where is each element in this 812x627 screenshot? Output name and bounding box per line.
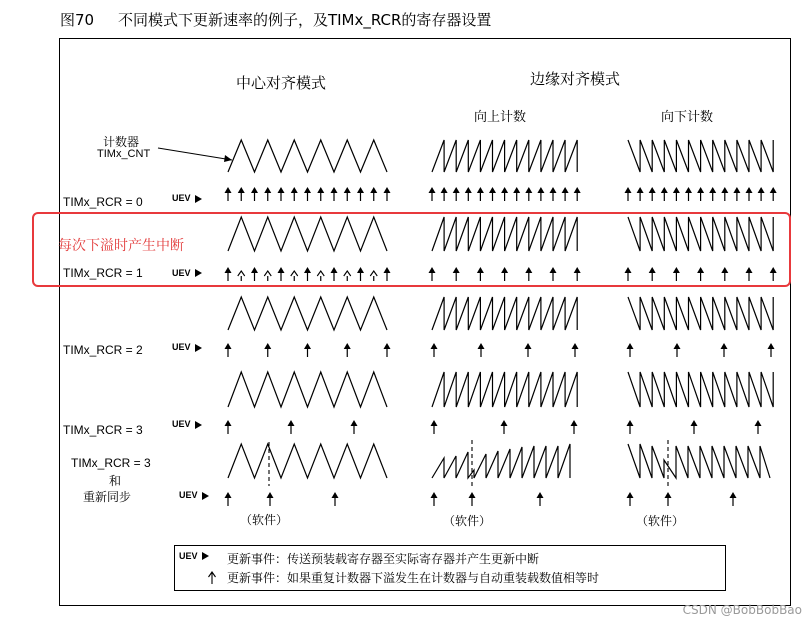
arrow-rcr0-center-9-head	[344, 187, 351, 193]
arrow-rcr0-up-8-head	[525, 187, 532, 193]
uev-tip-0	[195, 195, 202, 203]
up-wave-2	[432, 297, 577, 330]
arrow-rcr0-up-10-head	[550, 187, 557, 193]
arrow-rcr3-center-2-head	[351, 420, 358, 426]
arrow-resync-up-1-head	[469, 492, 476, 498]
arrow-rcr3-up-0-head	[431, 420, 438, 426]
arrow-rcr2-down-2-head	[721, 343, 728, 349]
uev-tag-resync: UEV	[179, 490, 198, 500]
uev-tip-2	[195, 344, 202, 352]
arrow-rcr0-down-4-head	[673, 187, 680, 193]
arrow-rcr3-up-2-head	[571, 420, 578, 426]
figure-number: 图70	[60, 11, 95, 29]
counter-label: 计数器	[103, 135, 140, 149]
header-count-up: 向上计数	[474, 110, 527, 125]
arrow-resync-down-2-head	[730, 492, 737, 498]
arrow-rcr0-center-0-head	[225, 187, 232, 193]
arrow-rcr2-down-3-head	[768, 343, 775, 349]
counter-pointer-head	[224, 155, 232, 162]
center-wave-4	[228, 444, 387, 478]
arrow-rcr0-up-0-head	[429, 187, 436, 193]
up-wave-0	[432, 140, 577, 172]
legend-item-2: 更新事件：如果重复计数器下溢发生在计数器与自动重装载数值相等时	[227, 571, 600, 585]
underflow-interrupt-annotation: 每次下溢时产生中断	[58, 238, 184, 254]
down-wave-2	[628, 297, 773, 330]
down-wave-0	[628, 140, 773, 172]
arrow-rcr3-center-0-head	[225, 420, 232, 426]
arrow-rcr2-up-0-head	[431, 343, 438, 349]
arrow-rcr0-down-2-head	[649, 187, 656, 193]
software-label-down: （软件）	[636, 514, 685, 528]
row-label-rcr1: TIMx_RCR = 1	[63, 266, 143, 280]
arrow-resync-center-1-head	[267, 492, 274, 498]
arrow-resync-down-1-head	[665, 492, 672, 498]
software-label-center: （软件）	[240, 513, 289, 527]
arrow-rcr0-center-6-head	[304, 187, 311, 193]
software-label-up: （软件）	[443, 514, 492, 528]
uev-tip-4	[202, 492, 209, 500]
arrow-rcr0-center-4-head	[278, 187, 285, 193]
arrow-rcr2-center-4-head	[384, 343, 391, 349]
center-wave-3	[228, 372, 387, 407]
legend-uev-tag: UEV	[179, 551, 198, 561]
header-edge-aligned: 边缘对齐模式	[530, 70, 621, 88]
arrow-rcr0-down-12-head	[770, 187, 777, 193]
arrow-rcr2-up-3-head	[572, 343, 579, 349]
center-wave-0	[228, 140, 387, 172]
arrow-rcr0-center-12-head	[384, 187, 391, 193]
header-count-down: 向下计数	[661, 110, 714, 125]
arrow-rcr2-up-2-head	[525, 343, 532, 349]
arrow-rcr0-down-6-head	[697, 187, 704, 193]
arrow-rcr0-up-11-head	[562, 187, 569, 193]
arrow-rcr3-down-0-head	[627, 420, 634, 426]
uev-tip-3	[195, 421, 202, 429]
arrow-rcr0-up-2-head	[453, 187, 460, 193]
arrow-rcr0-center-1-head	[238, 187, 245, 193]
arrow-rcr3-up-1-head	[501, 420, 508, 426]
arrow-rcr0-up-9-head	[537, 187, 544, 193]
arrow-rcr2-center-0-head	[225, 343, 232, 349]
arrow-rcr0-up-7-head	[513, 187, 520, 193]
uev-tag-rcr0: UEV	[172, 193, 191, 203]
row-label-rcr3: TIMx_RCR = 3	[63, 423, 143, 437]
up-wave-3	[432, 372, 577, 407]
arrow-rcr0-up-3-head	[465, 187, 472, 193]
arrow-rcr3-down-1-head	[691, 420, 698, 426]
row-label-rcr2: TIMx_RCR = 2	[63, 343, 143, 357]
arrow-rcr0-center-11-head	[370, 187, 377, 193]
uev-tag-rcr2: UEV	[172, 342, 191, 352]
arrow-rcr0-up-1-head	[441, 187, 448, 193]
arrow-rcr0-center-10-head	[357, 187, 364, 193]
header-center-aligned: 中心对齐模式	[236, 74, 327, 92]
row-label-resync-line2: 和	[109, 474, 122, 488]
arrow-rcr0-down-8-head	[721, 187, 728, 193]
watermark: CSDN @BobBobBao	[682, 603, 802, 617]
arrow-rcr0-center-8-head	[331, 187, 338, 193]
center-wave-2	[228, 297, 387, 330]
arrow-rcr0-center-7-head	[317, 187, 324, 193]
arrow-rcr0-down-9-head	[733, 187, 740, 193]
arrow-rcr0-up-5-head	[489, 187, 496, 193]
arrow-rcr0-up-6-head	[501, 187, 508, 193]
arrow-rcr0-center-5-head	[291, 187, 298, 193]
arrow-rcr0-down-10-head	[746, 187, 753, 193]
legend-item-1: 更新事件：传送预装载寄存器至实际寄存器并产生更新中断	[227, 552, 540, 566]
arrow-rcr0-down-11-head	[758, 187, 765, 193]
arrow-resync-center-2-head	[332, 492, 339, 498]
arrow-resync-center-0-head	[225, 492, 232, 498]
arrow-rcr2-down-0-head	[627, 343, 634, 349]
arrow-rcr2-up-1-head	[478, 343, 485, 349]
arrow-rcr2-center-3-head	[344, 343, 351, 349]
arrow-rcr2-center-2-head	[304, 343, 311, 349]
arrow-rcr0-center-3-head	[264, 187, 271, 193]
arrow-rcr3-center-1-head	[288, 420, 295, 426]
arrow-rcr0-up-4-head	[477, 187, 484, 193]
arrow-rcr2-down-1-head	[674, 343, 681, 349]
arrow-rcr3-down-2-head	[755, 420, 762, 426]
arrow-resync-up-0-head	[431, 492, 438, 498]
figure-caption-text: 不同模式下更新速率的例子，及TIMx_RCR的寄存器设置	[117, 11, 492, 29]
arrow-rcr0-down-5-head	[685, 187, 692, 193]
counter-pointer-line	[158, 148, 232, 160]
uev-tag-rcr1: UEV	[172, 268, 191, 278]
legend-box	[174, 545, 726, 591]
arrow-rcr0-down-7-head	[709, 187, 716, 193]
counter-register-label: TIMx_CNT	[97, 148, 151, 160]
up-wave-resync	[432, 444, 570, 478]
arrow-rcr0-down-0-head	[625, 187, 632, 193]
arrow-resync-up-2-head	[537, 492, 544, 498]
arrow-resync-down-0-head	[627, 492, 634, 498]
row-label-rcr0: TIMx_RCR = 0	[63, 195, 143, 209]
down-wave-resync	[628, 444, 770, 478]
uev-tag-rcr3: UEV	[172, 419, 191, 429]
arrow-rcr0-down-3-head	[661, 187, 668, 193]
arrow-rcr0-center-2-head	[251, 187, 258, 193]
down-wave-3	[628, 372, 773, 407]
row-label-resync-line1: TIMx_RCR = 3	[71, 456, 151, 470]
arrow-rcr0-down-1-head	[637, 187, 644, 193]
row-label-resync-line3: 重新同步	[83, 490, 132, 504]
arrow-rcr0-up-12-head	[574, 187, 581, 193]
arrow-rcr2-center-1-head	[264, 343, 271, 349]
